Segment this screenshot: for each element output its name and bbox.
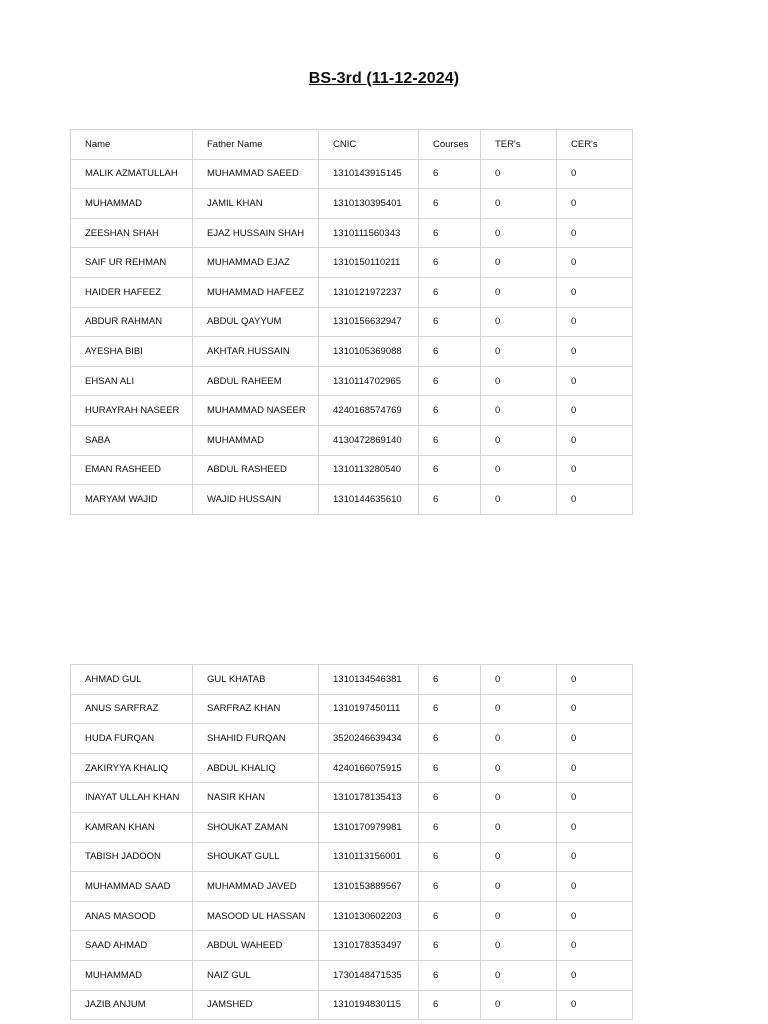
cell-name: MALIK AZMATULLAH	[71, 159, 193, 189]
cell-ters: 0	[481, 366, 557, 396]
cell-courses: 6	[419, 931, 481, 961]
cell-ters: 0	[481, 248, 557, 278]
table-row	[71, 189, 633, 219]
cell-name: KAMRAN KHAN	[71, 812, 193, 842]
cell-cnic: 3520246639434	[319, 724, 419, 754]
cell-cnic: 1310178135413	[319, 783, 419, 813]
table-row	[71, 485, 633, 515]
cell-father-name: MUHAMMAD HAFEEZ	[193, 277, 319, 307]
cell-ters: 0	[481, 425, 557, 455]
cell-cnic: 4130472869140	[319, 425, 419, 455]
table-row	[71, 248, 633, 278]
cell-cnic: 1310170979981	[319, 812, 419, 842]
cell-cers: 0	[557, 872, 633, 902]
cell-ters: 0	[481, 753, 557, 783]
cell-courses: 6	[419, 665, 481, 695]
cell-courses: 6	[419, 159, 481, 189]
cell-name: JAZIB ANJUM	[71, 990, 193, 1020]
cell-name: HAIDER HAFEEZ	[71, 277, 193, 307]
cell-cers: 0	[557, 307, 633, 337]
cell-father-name: ABDUL KHALIQ	[193, 753, 319, 783]
cell-courses: 6	[419, 366, 481, 396]
table-row	[71, 366, 633, 396]
cell-courses: 6	[419, 337, 481, 367]
cell-courses: 6	[419, 485, 481, 515]
cell-ters: 0	[481, 307, 557, 337]
table-row	[71, 753, 633, 783]
cell-cnic: 1310194830115	[319, 990, 419, 1020]
cell-courses: 6	[419, 724, 481, 754]
cell-cnic: 1310111560343	[319, 218, 419, 248]
cell-cers: 0	[557, 248, 633, 278]
cell-father-name: ABDUL RAHEEM	[193, 366, 319, 396]
cell-courses: 6	[419, 307, 481, 337]
cell-cnic: 1310156632947	[319, 307, 419, 337]
cell-cnic: 1310134546381	[319, 665, 419, 695]
cell-cers: 0	[557, 960, 633, 990]
cell-cers: 0	[557, 842, 633, 872]
students-table-1	[70, 129, 633, 515]
table-row	[71, 872, 633, 902]
cell-name: INAYAT ULLAH KHAN	[71, 783, 193, 813]
table-row	[71, 455, 633, 485]
cell-cnic: 1310114702965	[319, 366, 419, 396]
cell-courses: 6	[419, 396, 481, 426]
table-row	[71, 842, 633, 872]
cell-name: MUHAMMAD SAAD	[71, 872, 193, 902]
cell-courses: 6	[419, 277, 481, 307]
cell-cers: 0	[557, 990, 633, 1020]
cell-father-name: ABDUL WAHEED	[193, 931, 319, 961]
cell-cers: 0	[557, 189, 633, 219]
cell-cers: 0	[557, 277, 633, 307]
cell-cers: 0	[557, 665, 633, 695]
cell-father-name: MASOOD UL HASSAN	[193, 901, 319, 931]
cell-father-name: SARFRAZ KHAN	[193, 694, 319, 724]
cell-father-name: WAJID HUSSAIN	[193, 485, 319, 515]
cell-name: ZEESHAN SHAH	[71, 218, 193, 248]
header-courses: Courses	[419, 130, 481, 160]
cell-courses: 6	[419, 783, 481, 813]
header-ters: TER's	[481, 130, 557, 160]
table-row	[71, 665, 633, 695]
table-row	[71, 396, 633, 426]
cell-father-name: ABDUL RASHEED	[193, 455, 319, 485]
cell-cnic: 1730148471535	[319, 960, 419, 990]
cell-ters: 0	[481, 812, 557, 842]
cell-cers: 0	[557, 455, 633, 485]
cell-courses: 6	[419, 753, 481, 783]
cell-cers: 0	[557, 812, 633, 842]
cell-courses: 6	[419, 990, 481, 1020]
cell-father-name: MUHAMMAD JAVED	[193, 872, 319, 902]
cell-cers: 0	[557, 425, 633, 455]
cell-cers: 0	[557, 218, 633, 248]
cell-cnic: 1310150110211	[319, 248, 419, 278]
table-row	[71, 218, 633, 248]
cell-name: AYESHA BIBI	[71, 337, 193, 367]
cell-ters: 0	[481, 277, 557, 307]
students-table-2	[70, 664, 633, 1020]
cell-ters: 0	[481, 337, 557, 367]
cell-cnic: 1310113280540	[319, 455, 419, 485]
cell-father-name: JAMSHED	[193, 990, 319, 1020]
cell-cnic: 1310121972237	[319, 277, 419, 307]
cell-father-name: JAMIL KHAN	[193, 189, 319, 219]
cell-father-name: SHOUKAT GULL	[193, 842, 319, 872]
cell-cers: 0	[557, 901, 633, 931]
cell-name: TABISH JADOON	[71, 842, 193, 872]
cell-ters: 0	[481, 455, 557, 485]
table-row	[71, 425, 633, 455]
table-row	[71, 931, 633, 961]
cell-father-name: MUHAMMAD EJAZ	[193, 248, 319, 278]
cell-ters: 0	[481, 901, 557, 931]
cell-ters: 0	[481, 159, 557, 189]
cell-cnic: 1310153889567	[319, 872, 419, 902]
cell-cers: 0	[557, 159, 633, 189]
cell-ters: 0	[481, 396, 557, 426]
cell-cnic: 1310144635610	[319, 485, 419, 515]
cell-courses: 6	[419, 425, 481, 455]
header-cers: CER's	[557, 130, 633, 160]
cell-ters: 0	[481, 842, 557, 872]
cell-father-name: AKHTAR HUSSAIN	[193, 337, 319, 367]
cell-cers: 0	[557, 485, 633, 515]
table-row	[71, 901, 633, 931]
cell-ters: 0	[481, 724, 557, 754]
cell-father-name: GUL KHATAB	[193, 665, 319, 695]
cell-father-name: MUHAMMAD	[193, 425, 319, 455]
table-row	[71, 307, 633, 337]
cell-cnic: 1310178353497	[319, 931, 419, 961]
cell-ters: 0	[481, 990, 557, 1020]
cell-name: EHSAN ALI	[71, 366, 193, 396]
cell-ters: 0	[481, 960, 557, 990]
cell-cers: 0	[557, 694, 633, 724]
cell-ters: 0	[481, 931, 557, 961]
cell-courses: 6	[419, 189, 481, 219]
cell-cnic: 1310143915145	[319, 159, 419, 189]
cell-cers: 0	[557, 753, 633, 783]
cell-courses: 6	[419, 960, 481, 990]
cell-father-name: ABDUL QAYYUM	[193, 307, 319, 337]
cell-father-name: MUHAMMAD NASEER	[193, 396, 319, 426]
cell-cers: 0	[557, 783, 633, 813]
cell-name: SAIF UR REHMAN	[71, 248, 193, 278]
table-row	[71, 990, 633, 1020]
cell-cnic: 4240166075915	[319, 753, 419, 783]
cell-ters: 0	[481, 665, 557, 695]
cell-father-name: MUHAMMAD SAEED	[193, 159, 319, 189]
cell-ters: 0	[481, 694, 557, 724]
cell-name: AHMAD GUL	[71, 665, 193, 695]
cell-name: SABA	[71, 425, 193, 455]
cell-courses: 6	[419, 218, 481, 248]
cell-cnic: 4240168574769	[319, 396, 419, 426]
cell-courses: 6	[419, 842, 481, 872]
cell-father-name: NASIR KHAN	[193, 783, 319, 813]
cell-cnic: 1310105369088	[319, 337, 419, 367]
header-cnic: CNIC	[319, 130, 419, 160]
table-header-row	[71, 130, 633, 160]
cell-father-name: SHAHID FURQAN	[193, 724, 319, 754]
cell-name: MARYAM WAJID	[71, 485, 193, 515]
cell-father-name: EJAZ HUSSAIN SHAH	[193, 218, 319, 248]
cell-cers: 0	[557, 337, 633, 367]
cell-ters: 0	[481, 872, 557, 902]
header-name: Name	[71, 130, 193, 160]
table-row	[71, 337, 633, 367]
cell-father-name: SHOUKAT ZAMAN	[193, 812, 319, 842]
cell-ters: 0	[481, 189, 557, 219]
cell-name: HUDA FURQAN	[71, 724, 193, 754]
cell-courses: 6	[419, 694, 481, 724]
cell-ters: 0	[481, 485, 557, 515]
cell-name: ANAS MASOOD	[71, 901, 193, 931]
cell-courses: 6	[419, 812, 481, 842]
cell-name: MUHAMMAD	[71, 189, 193, 219]
cell-name: SAAD AHMAD	[71, 931, 193, 961]
table-row	[71, 724, 633, 754]
cell-cnic: 1310197450111	[319, 694, 419, 724]
cell-name: ZAKIRYYA KHALIQ	[71, 753, 193, 783]
page-title: BS-3rd (11-12-2024)	[308, 70, 460, 87]
header-father-name: Father Name	[193, 130, 319, 160]
cell-ters: 0	[481, 218, 557, 248]
cell-cnic: 1310113156001	[319, 842, 419, 872]
cell-courses: 6	[419, 248, 481, 278]
table-row	[71, 812, 633, 842]
table-row	[71, 277, 633, 307]
cell-cnic: 1310130395401	[319, 189, 419, 219]
cell-cers: 0	[557, 366, 633, 396]
table-row	[71, 159, 633, 189]
cell-father-name: NAIZ GUL	[193, 960, 319, 990]
cell-name: HURAYRAH NASEER	[71, 396, 193, 426]
cell-courses: 6	[419, 455, 481, 485]
cell-ters: 0	[481, 783, 557, 813]
cell-name: ABDUR RAHMAN	[71, 307, 193, 337]
cell-name: MUHAMMAD	[71, 960, 193, 990]
cell-courses: 6	[419, 872, 481, 902]
table-row	[71, 783, 633, 813]
cell-cers: 0	[557, 724, 633, 754]
table-row	[71, 694, 633, 724]
cell-cers: 0	[557, 396, 633, 426]
table-row	[71, 960, 633, 990]
cell-name: EMAN RASHEED	[71, 455, 193, 485]
cell-cers: 0	[557, 931, 633, 961]
cell-courses: 6	[419, 901, 481, 931]
cell-name: ANUS SARFRAZ	[71, 694, 193, 724]
cell-cnic: 1310130602203	[319, 901, 419, 931]
